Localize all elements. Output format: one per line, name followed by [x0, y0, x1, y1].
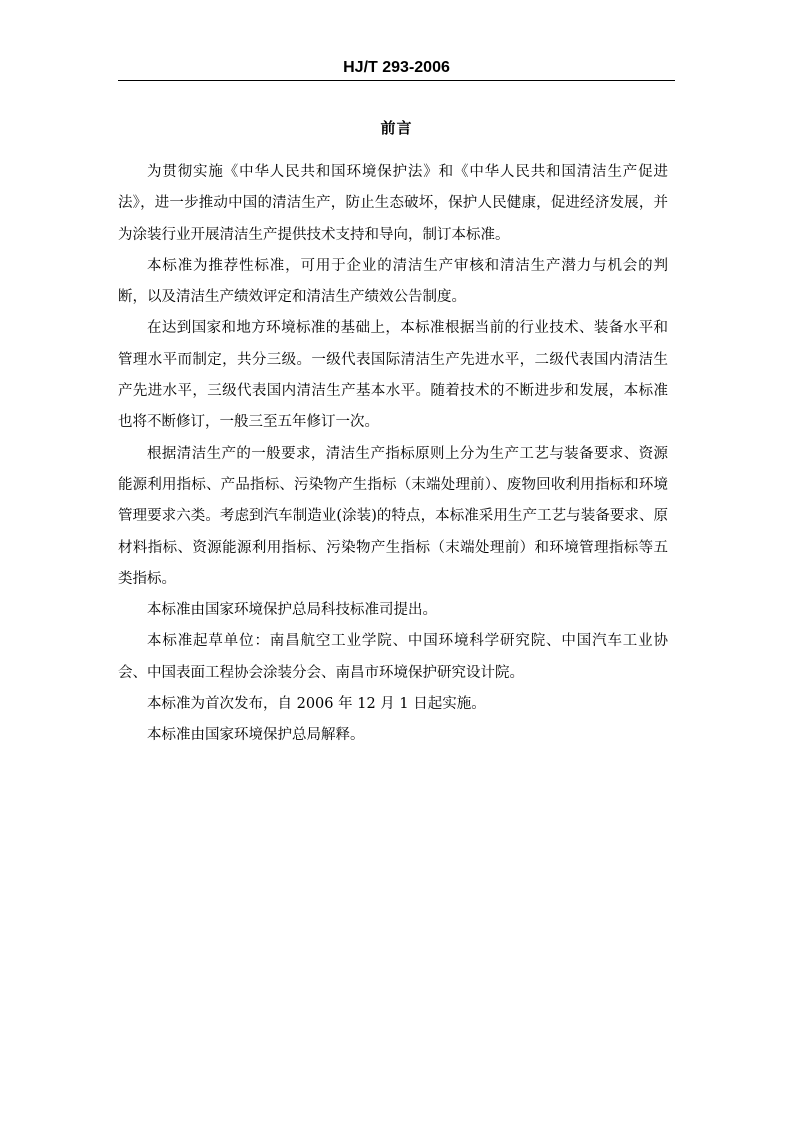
paragraph-levels: 在达到国家和地方环境标准的基础上，本标准根据当前的行业技术、装备水平和管理水平而制定，共分三级。一级代表国际清洁生产先进水平，二级代表国内清洁生产先进水平，三级代表国内清洁生产基本水平。随着技术的不断进步和发展，本标准也将不断修订，一般三至五年修订一次。: [118, 320, 668, 431]
paragraph-indicators: 根据清洁生产的一般要求，清洁生产指标原则上分为生产工艺与装备要求、资源能源利用指标、产品指标、污染物产生指标（末端处理前）、废物回收利用指标和环境管理要求六类。考虑到汽车制造业(涂装)的特点，本标准采用生产工艺与装备要求、原材料指标、资源能源利用指标、污染物产生指标（末端处理前）和环境管理指标等五类指标。: [118, 445, 668, 587]
header-divider: [118, 80, 675, 81]
page-title: 前言: [380, 119, 413, 137]
paragraph-nature: 本标准为推荐性标准，可用于企业的清洁生产审核和清洁生产潜力与机会的判断，以及清洁生产绩效评定和清洁生产绩效公告制度。: [118, 257, 668, 306]
standard-number-header: HJ/T 293-2006: [343, 59, 450, 76]
paragraph-purpose: 为贯彻实施《中华人民共和国环境保护法》和《中华人民共和国清洁生产促进法》，进一步推动中国的清洁生产，防止生态破坏，保护人民健康，促进经济发展，并为涂装行业开展清洁生产提供技术支持和导向，制订本标准。: [118, 164, 668, 243]
paragraph-drafters: 本标准起草单位：南昌航空工业学院、中国环境科学研究院、中国汽车工业协会、中国表面工程协会涂装分会、南昌市环境保护研究设计院。: [118, 633, 668, 681]
paragraph-interpretation: 本标准由国家环境保护总局解释。: [147, 727, 365, 744]
paragraph-effective-date: 本标准为首次发布，自 2006 年 12 月 1 日起实施。: [147, 696, 486, 713]
foreword-body: [118, 157, 668, 752]
paragraph-proposer: 本标准由国家环境保护总局科技标准司提出。: [147, 602, 437, 619]
